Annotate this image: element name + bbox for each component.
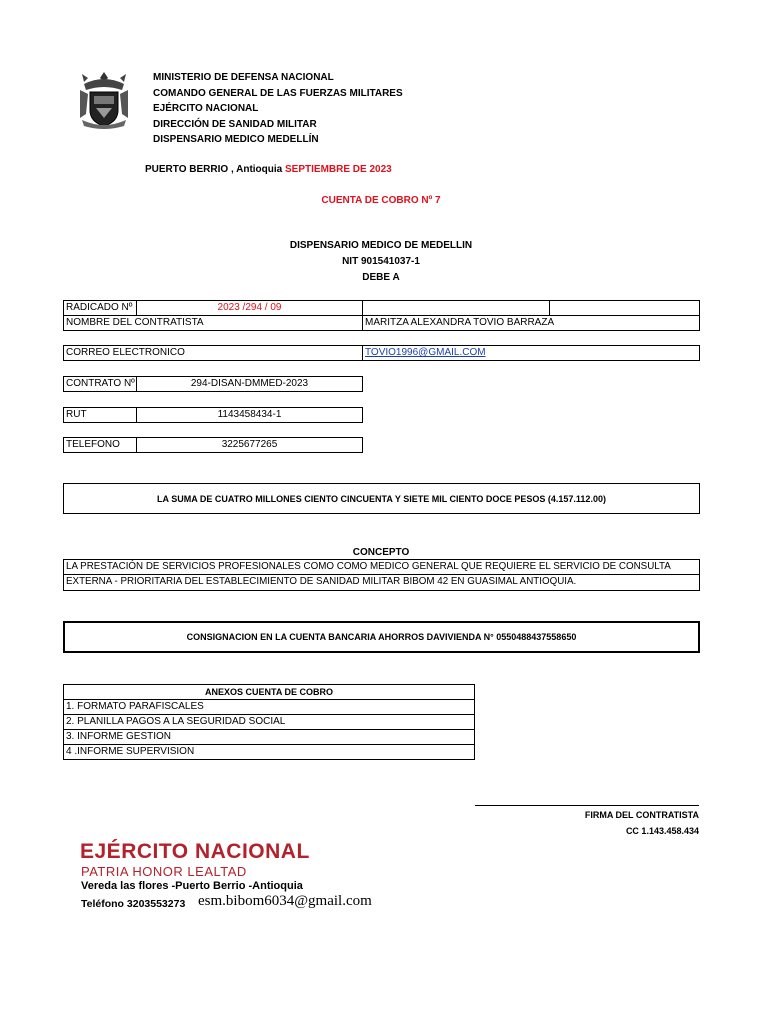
- letterhead-line-dispensary: DISPENSARIO MEDICO MEDELLÍN: [153, 134, 319, 145]
- amount-text: LA SUMA DE CUATRO MILLONES CIENTO CINCUENTA Y SIETE MIL CIENTO DOCE PESOS (4.157.112.00): [157, 493, 606, 504]
- debtor-name: DISPENSARIO MEDICO DE MEDELLIN: [289, 240, 473, 251]
- radicado-value: 2023 /294 / 09: [136, 300, 363, 316]
- rut-label: RUT: [63, 407, 137, 423]
- concept-line-1: LA PRESTACIÓN DE SERVICIOS PROFESIONALES COMO COMO MEDICO GENERAL QUE REQUIERE EL SERVICIO DE CONSULTA: [63, 559, 700, 575]
- owes-label: DEBE A: [362, 272, 400, 283]
- signature-cc: CC 1.143.458.434: [625, 826, 699, 836]
- contract-value: 294-DISAN-DMMED-2023: [136, 376, 363, 392]
- contract-label: CONTRATO Nº: [63, 376, 137, 392]
- phone-label: TELEFONO: [63, 437, 137, 453]
- footer-phone: Teléfono 3203553273: [81, 898, 186, 910]
- contractor-value: MARITZA ALEXANDRA TOVIO BARRAZA: [362, 315, 700, 331]
- footer-brand: EJÉRCITO NACIONAL: [80, 840, 310, 863]
- date-text: SEPTIEMBRE DE 2023: [285, 164, 392, 175]
- email-link[interactable]: TOVIO1996@GMAIL.COM: [365, 347, 486, 358]
- letterhead-line-command: COMANDO GENERAL DE LAS FUERZAS MILITARES: [153, 87, 403, 99]
- bill-title: CUENTA DE COBRO Nº 7: [321, 195, 441, 206]
- phone-value: 3225677265: [136, 437, 363, 453]
- radicado-label: RADICADO Nº: [63, 300, 137, 316]
- footer-email[interactable]: esm.bibom6034@gmail.com: [198, 893, 372, 909]
- contractor-label: NOMBRE DEL CONTRATISTA: [63, 315, 363, 331]
- coat-of-arms-logo: [78, 70, 130, 132]
- bank-text: CONSIGNACION EN LA CUENTA BANCARIA AHORROS DAVIVIENDA N° 0550488437558650: [186, 632, 577, 642]
- radicado-empty-2: [549, 300, 700, 316]
- place-text: PUERTO BERRIO , Antioquia: [145, 164, 283, 175]
- annexes-title: ANEXOS CUENTA DE COBRO: [63, 684, 475, 700]
- signature-label: FIRMA DEL CONTRATISTA: [584, 810, 699, 820]
- annex-item-3: 3. INFORME GESTION: [63, 729, 475, 745]
- letterhead-line-army: EJÉRCITO NACIONAL: [153, 103, 259, 114]
- annex-item-1: 1. FORMATO PARAFISCALES: [63, 699, 475, 715]
- radicado-empty-1: [362, 300, 550, 316]
- letterhead-line-health: DIRECCIÓN DE SANIDAD MILITAR: [153, 118, 317, 130]
- email-value-cell: [362, 345, 700, 361]
- place-date: [145, 164, 392, 175]
- concept-title: CONCEPTO: [352, 547, 410, 558]
- annex-item-4: 4 .INFORME SUPERVISION: [63, 744, 475, 760]
- letterhead: [153, 70, 403, 148]
- annex-item-2: 2. PLANILLA PAGOS A LA SEGURIDAD SOCIAL: [63, 714, 475, 730]
- concept-line-2: EXTERNA - PRIORITARIA DEL ESTABLECIMIENTO DE SANIDAD MILITAR BIBOM 42 EN GUASIMAL ANTIOQUIA.: [63, 574, 700, 591]
- email-label: CORREO ELECTRONICO: [63, 345, 363, 361]
- footer-motto: PATRIA HONOR LEALTAD: [81, 864, 247, 879]
- footer-address: Vereda las flores -Puerto Berrio -Antioquia: [81, 880, 303, 892]
- rut-value: 1143458434-1: [136, 407, 363, 423]
- signature-line: [475, 805, 699, 806]
- letterhead-line-ministry: MINISTERIO DE DEFENSA NACIONAL: [153, 72, 334, 83]
- amount-box: [63, 483, 700, 514]
- bank-box: [63, 621, 700, 653]
- debtor-nit: NIT 901541037-1: [342, 256, 420, 267]
